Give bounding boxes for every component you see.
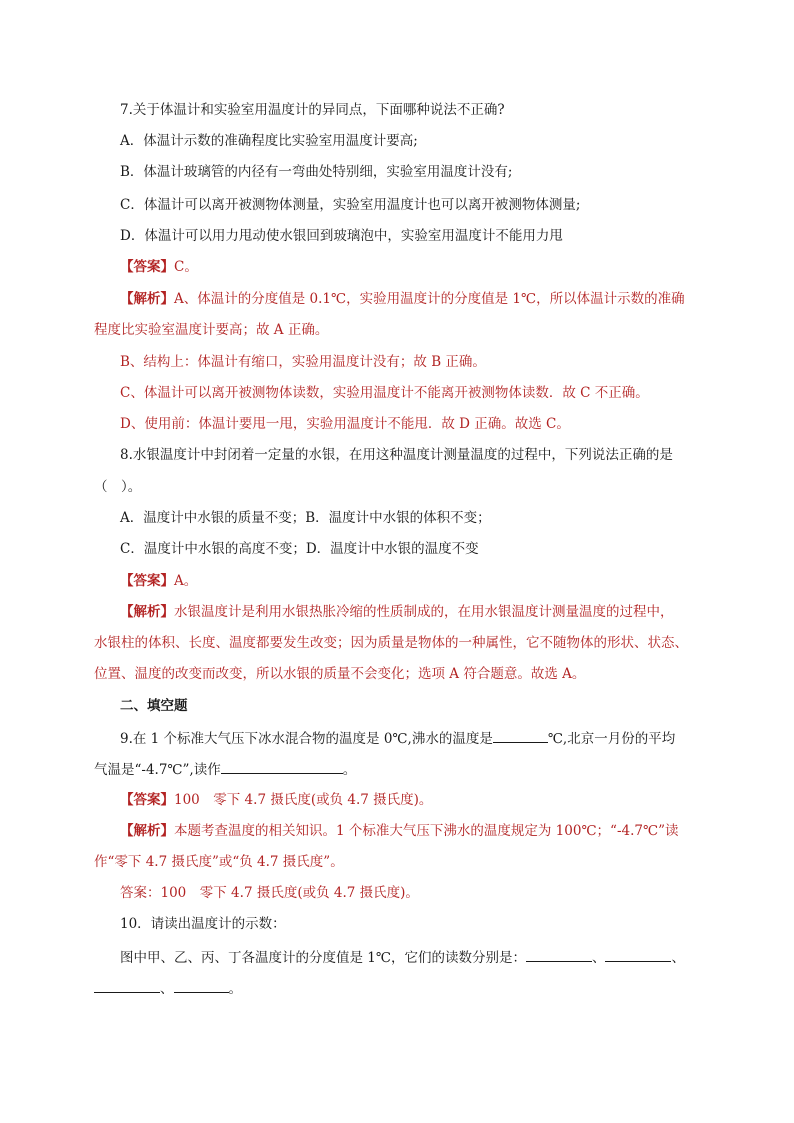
separator: 、 [671,950,685,966]
q9-answer-repeat: 答案：100 零下 4.7 摄氏度(或负 4.7 摄氏度)。 [120,885,419,901]
q7-analysis-line-3: B、结构上：体温计有缩口，实验用温度计没有；故 B 正确。 [120,354,486,370]
analysis-tag: 【解析】 [120,604,174,620]
q7-answer-value: C。 [174,259,198,275]
q8-answer [120,572,700,590]
q9-stem-line-2 [94,759,674,779]
q8-stem-line-2: （ ）。 [94,479,142,495]
q8-options-line-2: C．温度计中水银的高度不变；D．温度计中水银的温度不变 [120,541,479,557]
q9-answer [120,791,700,809]
separator: 、 [591,950,606,966]
q7-analysis-text: A、体温计的分度值是 0.1℃，实验用温度计的分度值是 1℃，所以体温计示数的准确 [174,291,685,307]
q7-analysis-line-1 [120,290,700,308]
q7-analysis-line-5: D、使用前：体温计要甩一甩，实验用温度计不能甩．故 D 正确。故选 C。 [120,416,570,432]
q10-text-line-1 [120,947,700,967]
q9-stem-text-4: 。 [342,762,357,778]
q9-analysis-text: 本题考查温度的相关知识。1 个标准大气压下沸水的温度规定为 100℃；“-4.7℃”读 [174,823,679,839]
q9-stem-text-2: ℃,北京一月份的平均 [547,731,676,747]
q7-option-c: C．体温计可以离开被测物体测量，实验室用温度计也可以离开被测物体测量; [120,197,581,213]
q10-text-line-2 [94,978,674,998]
section-title: 二、填空题 [120,698,188,714]
q8-analysis-line-3: 位置、温度的改变而改变，所以水银的质量不会变化；选项 A 符合题意。故选 A。 [94,666,586,682]
q9-stem-text-1: 9.在 1 个标准大气压下冰水混合物的温度是 0℃,沸水的温度是 [120,731,493,747]
q9-answer-value: 100 零下 4.7 摄氏度(或负 4.7 摄氏度)。 [174,792,433,808]
q8-analysis-line-2: 水银柱的体积、长度、温度都要发生改变；因为质量是物体的一种属性，它不随物体的形状、状态、 [94,635,688,651]
q7-option-d: D．体温计可以用力甩动使水银回到玻璃泡中，实验室用温度计不能用力甩 [120,228,563,244]
separator: 、 [160,981,174,997]
q7-stem: 7.关于体温计和实验室用温度计的异同点，下面哪种说法不正确? [120,102,505,118]
q10-end: 。 [228,981,242,997]
answer-tag: 【答案】 [120,573,174,589]
q9-analysis-line-1 [120,822,700,840]
q8-options-line-1: A．温度计中水银的质量不变；B．温度计中水银的体积不变； [120,510,491,526]
q9-stem-line-1 [120,728,700,748]
q7-option-a: A．体温计示数的准确程度比实验室用温度计要高; [120,133,418,149]
q8-answer-value: A。 [174,573,198,589]
q7-analysis-line-4: C、体温计可以离开被测物体读数，实验用温度计不能离开被测物体读数．故 C 不正确。 [120,385,649,401]
q7-answer [120,258,700,276]
q10-blank-3[interactable] [94,978,160,993]
q10-blank-4[interactable] [174,978,229,993]
q10-stem: 10．请读出温度计的示数： [120,916,286,932]
q8-stem-line-1: 8.水银温度计中封闭着一定量的水银，在用这种温度计测量温度的过程中，下列说法正确的是 [120,447,673,463]
q10-blank-1[interactable] [526,947,592,962]
q7-option-b: B．体温计玻璃管的内径有一弯曲处特别细，实验室用温度计没有; [120,164,513,180]
analysis-tag: 【解析】 [120,291,174,307]
q10-blank-2[interactable] [605,947,671,962]
q9-blank-1[interactable] [493,728,548,743]
q9-blank-2[interactable] [221,759,343,774]
answer-tag: 【答案】 [120,259,174,275]
q9-stem-text-3: 气温是“-4.7℃”,读作 [94,762,221,778]
q10-text: 图中甲、乙、丙、丁各温度计的分度值是 1℃，它们的读数分别是： [120,950,526,966]
q8-analysis-text: 水银温度计是利用水银热胀冷缩的性质制成的，在用水银温度计测量温度的过程中， [174,604,674,620]
q9-analysis-line-2: 作“零下 4.7 摄氏度”或“负 4.7 摄氏度”。 [94,854,344,870]
q8-analysis-line-1 [120,603,700,621]
analysis-tag: 【解析】 [120,823,174,839]
q7-analysis-line-2: 程度比实验室温度计要高；故 A 正确。 [94,322,329,338]
answer-tag: 【答案】 [120,792,174,808]
